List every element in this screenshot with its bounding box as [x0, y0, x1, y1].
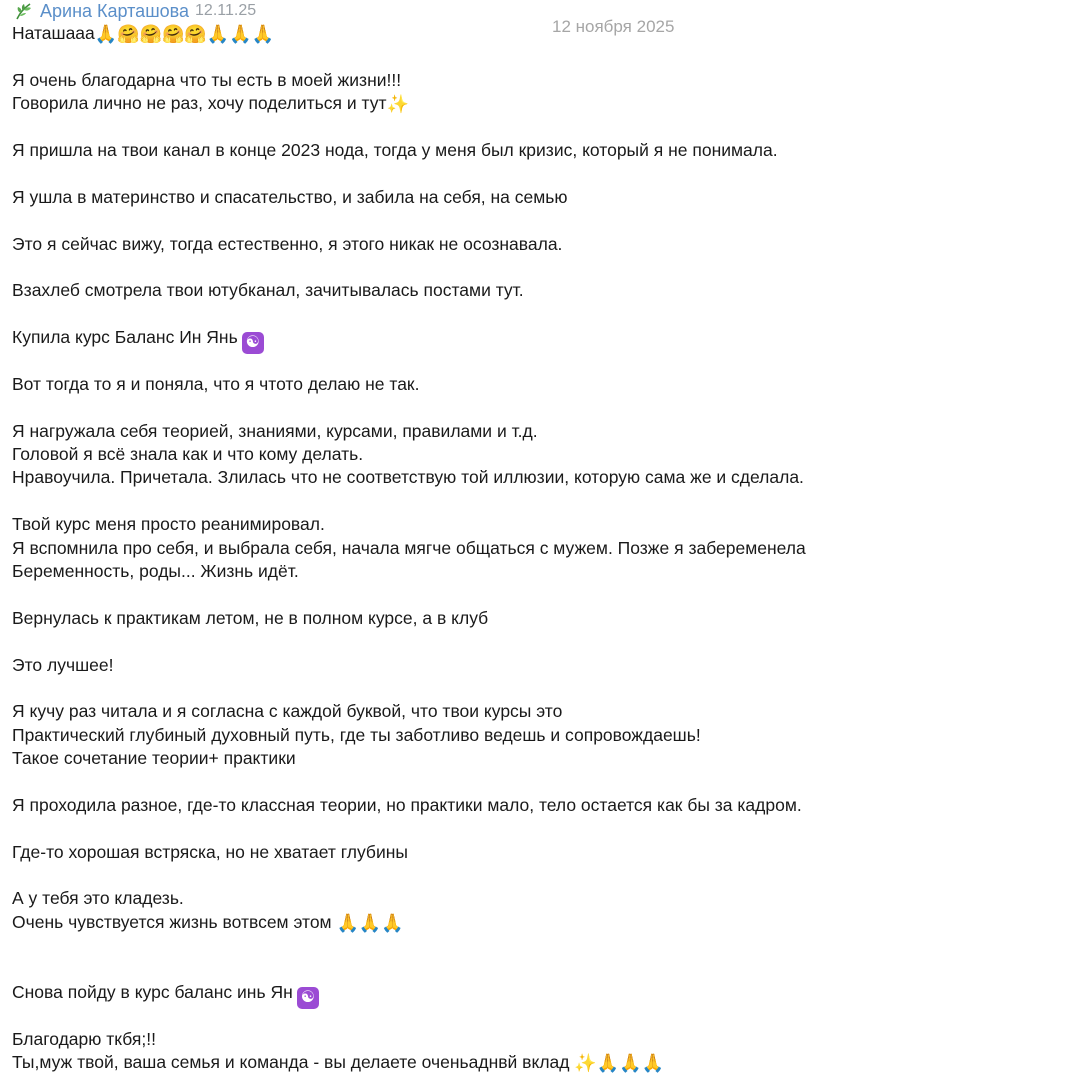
pray-emoji-group: 🙏🙏🙏 — [336, 912, 404, 933]
sender-name[interactable]: Арина Карташова — [40, 0, 190, 21]
message-line: Это лучшее! — [12, 654, 114, 675]
line-text: Говорила лично не раз, хочу поделиться и тут — [12, 93, 387, 114]
message-line: Практический глубиный духовный путь, где ты заботливо ведешь и сопровождаешь! — [12, 724, 701, 745]
herb-leaf-icon — [14, 1, 34, 21]
message-line: Вот тогда то я и поняла, что я чтото делаю не так. — [12, 373, 420, 394]
line-text: Наташааа — [12, 23, 95, 43]
message-line — [12, 911, 1072, 934]
yin-yang-icon: ☯ — [242, 332, 264, 354]
message-line — [12, 1051, 1072, 1074]
message-line: А у тебя это кладезь. — [12, 888, 184, 909]
message-line: Это я сейчас вижу, тогда естественно, я этого никак не осознавала. — [12, 233, 563, 254]
message-line — [12, 22, 1072, 45]
line-text: Ты,муж твой, ваша семья и команда - вы делаете оченьаднвй вклад — [12, 1052, 570, 1073]
message-line: Я вспомнила про себя, и выбрала себя, начала мягче общаться с мужем. Позже я забеременела — [12, 537, 806, 558]
message-line: Я ушла в материнство и спасательство, и забила на себя, на семью — [12, 186, 568, 207]
message-header — [14, 0, 256, 22]
message-line: Благодарю ткбя;!! — [12, 1028, 156, 1049]
line-text: Купила курс Баланс Ин Янь — [12, 327, 238, 348]
message-line: Беременность, роды... Жизнь идёт. — [12, 560, 299, 581]
message-timestamp: 12.11.25 — [195, 2, 257, 19]
pray-hug-emoji-group: 🙏🤗🤗🤗🤗🙏🙏🙏 — [94, 24, 275, 44]
message-line: Вернулась к практикам летом, не в полном курсе, а в клуб — [12, 607, 489, 628]
sparkles-emoji: ✨ — [386, 94, 409, 115]
yin-yang-icon: ☯ — [297, 987, 319, 1009]
message-body — [12, 22, 1072, 1075]
date-divider: 12 ноября 2025 — [552, 17, 675, 36]
message-line — [12, 92, 1072, 115]
message-line: Я пришла на твои канал в конце 2023 нода, тогда у меня был кризис, который я не понимала. — [12, 139, 778, 160]
message-line: Головой я всё знала как и что кому делать. — [12, 444, 364, 465]
line-text: Очень чувствуется жизнь вотвсем этом — [12, 911, 332, 932]
message-line: Я нагружала себя теорией, знаниями, курсами, правилами и т.д. — [12, 420, 538, 441]
message-line: Я проходила разное, где-то классная теории, но практики мало, тело остается как бы за кадром. — [12, 794, 802, 815]
message-line — [12, 326, 1072, 352]
message-line: Взахлеб смотрела твои ютубканал, зачитывалась постами тут. — [12, 280, 524, 301]
message-line: Я кучу раз читала и я согласна с каждой буквой, что твои курсы это — [12, 701, 563, 722]
message-line: Нравоучила. Причетала. Злилась что не соответствую той иллюзии, которую сама же и сделала. — [12, 467, 804, 488]
message-line: Твой курс меня просто реанимировал. — [12, 514, 325, 535]
line-text: Снова пойду в курс баланс инь Ян — [12, 982, 293, 1003]
message-line — [12, 981, 1072, 1007]
message-line: Такое сочетание теории+ практики — [12, 748, 296, 769]
sparkles-pray-emoji-group: ✨🙏🙏🙏 — [574, 1053, 665, 1074]
message-line: Где-то хорошая встряска, но не хватает глубины — [12, 841, 408, 862]
message-line: Я очень благодарна что ты есть в моей жизни!!! — [12, 69, 402, 90]
